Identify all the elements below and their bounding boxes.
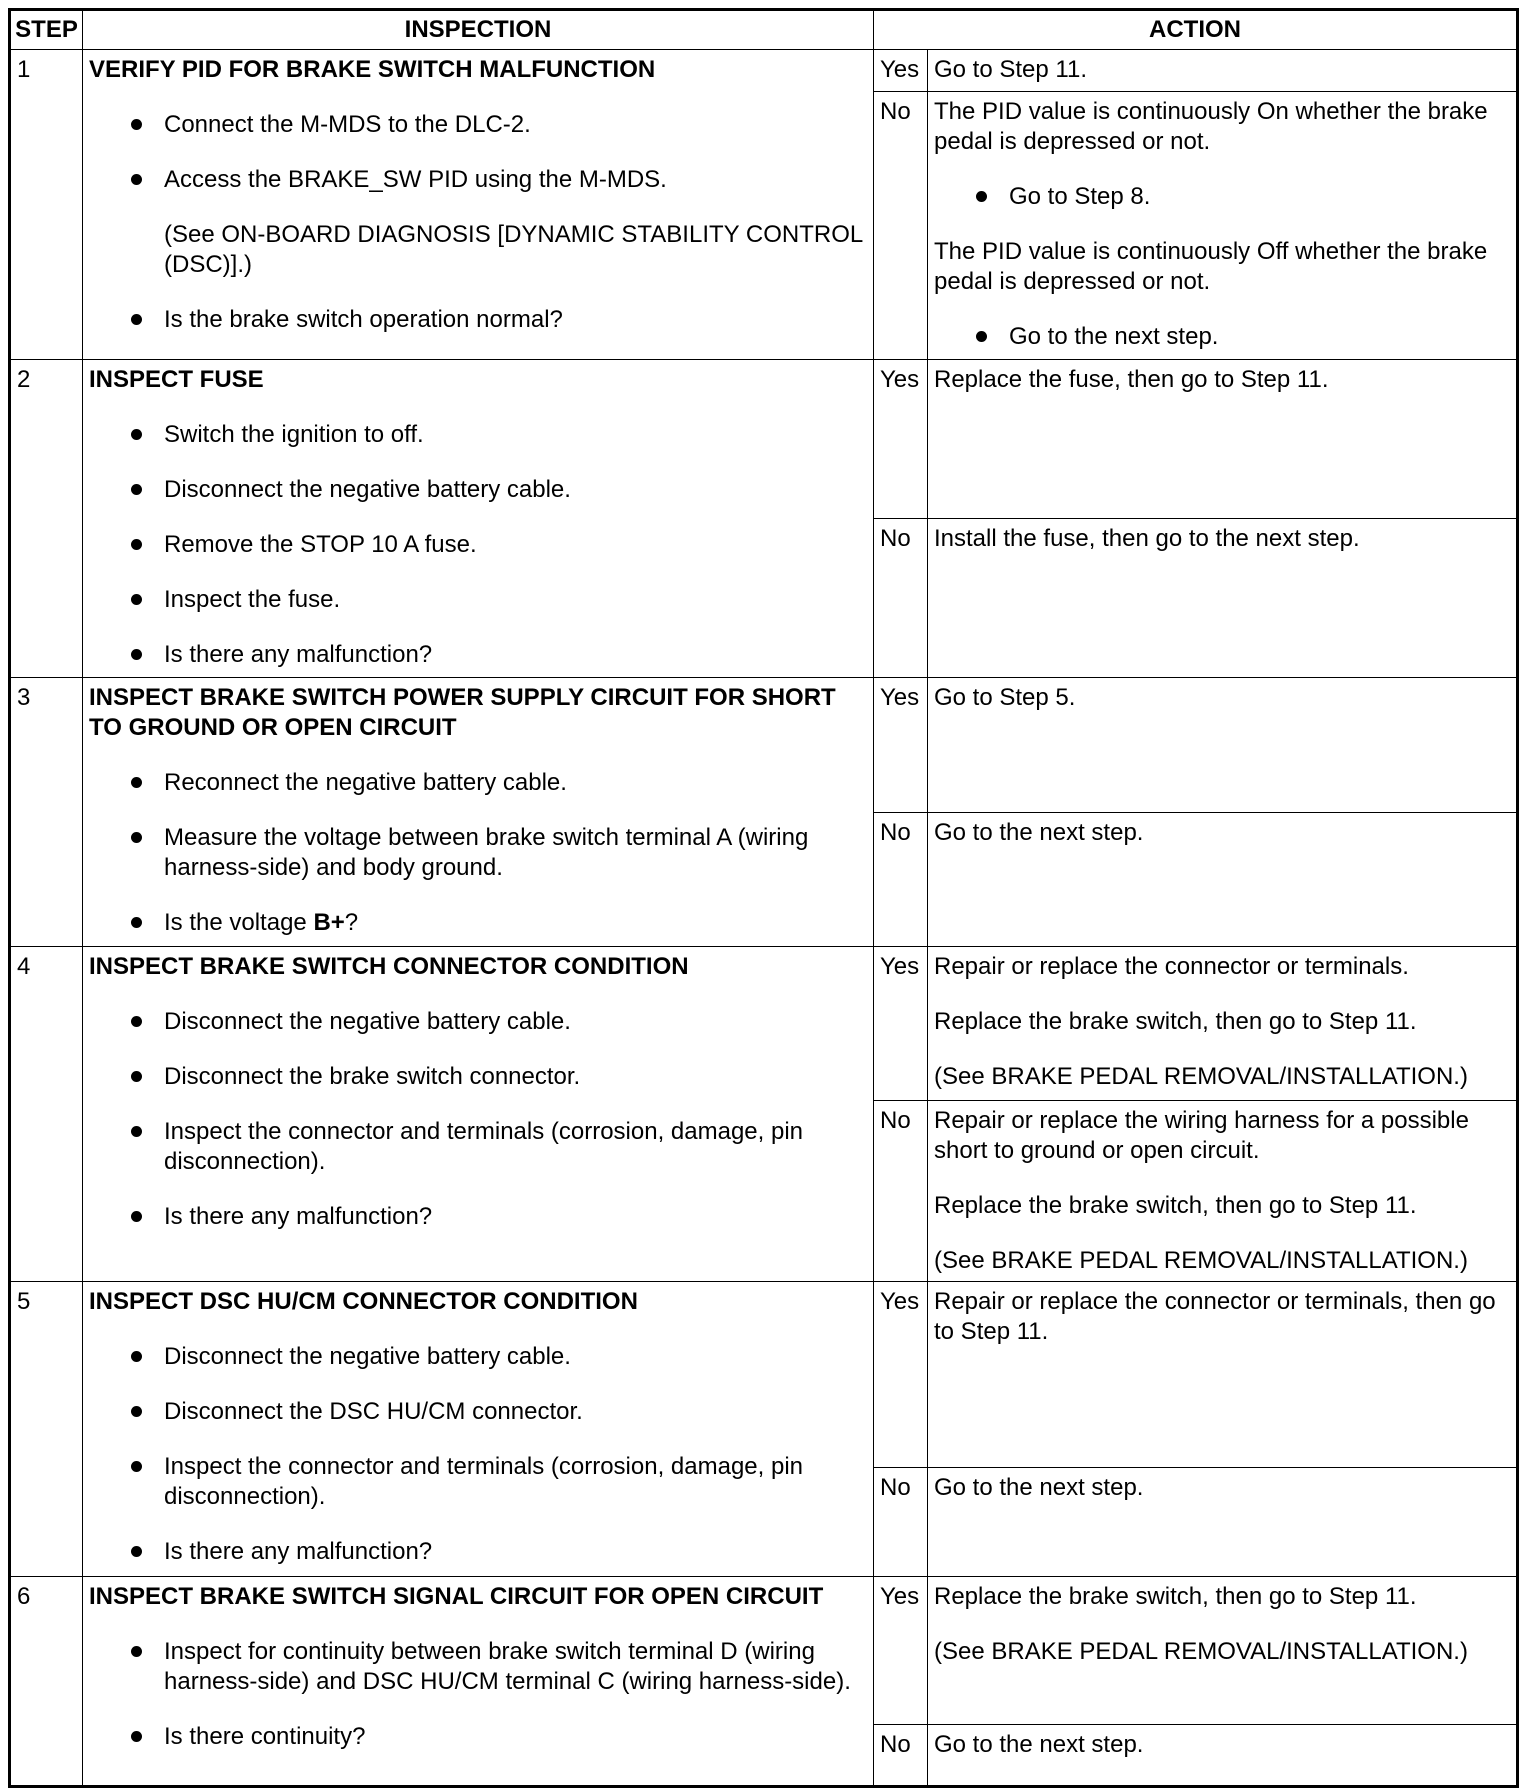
no-label: No — [874, 519, 928, 678]
action-text: Replace the brake switch, then go to Step 11. — [934, 1008, 1417, 1035]
inspection-item: Remove the STOP 10 A fuse. — [131, 530, 867, 560]
inspection-item: Measure the voltage between brake switch terminal A (wiring harness-side) and body ground. — [131, 823, 867, 883]
step-1-yes-row — [10, 50, 1518, 92]
reference-note: (See ON-BOARD DIAGNOSIS [DYNAMIC STABILITY CONTROL (DSC)].) — [164, 221, 863, 278]
step-title: INSPECT BRAKE SWITCH CONNECTOR CONDITION — [89, 953, 689, 980]
no-action — [928, 1101, 1518, 1282]
step-number: 2 — [10, 360, 83, 678]
action-text: Go to the next step. — [934, 1474, 1144, 1501]
no-label: No — [874, 92, 928, 360]
action-text: Repair or replace the connector or terminals, then go to Step 11. — [934, 1288, 1496, 1345]
inspection-question: Is there any malfunction? — [131, 640, 867, 670]
yes-label: Yes — [874, 678, 928, 813]
no-action — [928, 1468, 1518, 1577]
reference-note: (See BRAKE PEDAL REMOVAL/INSTALLATION.) — [934, 1638, 1468, 1665]
inspection-item: Disconnect the DSC HU/CM connector. — [131, 1397, 867, 1427]
diagnostic-table — [8, 8, 1519, 1788]
step-number: 3 — [10, 678, 83, 947]
step-3-yes-row — [10, 678, 1518, 813]
inspection-item: Inspect the connector and terminals (corrosion, damage, pin disconnection). — [131, 1452, 867, 1512]
step-number: 4 — [10, 947, 83, 1282]
reference-note: (See BRAKE PEDAL REMOVAL/INSTALLATION.) — [934, 1247, 1468, 1274]
inspection-question: Is the brake switch operation normal? — [131, 305, 867, 335]
action-text: Replace the brake switch, then go to Step 11. — [934, 1192, 1417, 1219]
step-inspection — [83, 1282, 874, 1577]
yes-label: Yes — [874, 1282, 928, 1468]
step-inspection — [83, 1577, 874, 1787]
header-step: STEP — [10, 10, 83, 50]
inspection-item: Reconnect the negative battery cable. — [131, 768, 867, 798]
action-text: Go to Step 5. — [934, 684, 1076, 711]
step-inspection — [83, 678, 874, 947]
header-action: ACTION — [874, 10, 1518, 50]
step-inspection — [83, 947, 874, 1282]
step-2-yes-row — [10, 360, 1518, 519]
step-number: 1 — [10, 50, 83, 360]
action-bullet: Go to Step 8. — [934, 182, 1510, 212]
action-text: Repair or replace the connector or terminals. — [934, 953, 1409, 980]
action-text: Go to the next step. — [934, 1731, 1144, 1758]
step-number: 6 — [10, 1577, 83, 1787]
reference-note: (See BRAKE PEDAL REMOVAL/INSTALLATION.) — [934, 1063, 1468, 1090]
header-inspection: INSPECTION — [83, 10, 874, 50]
inspection-list — [89, 420, 867, 670]
inspection-question: Is there any malfunction? — [131, 1202, 867, 1232]
yes-action — [928, 1282, 1518, 1468]
inspection-list — [89, 1007, 867, 1232]
step-6-yes-row — [10, 1577, 1518, 1725]
yes-action — [928, 360, 1518, 519]
header-row — [10, 10, 1518, 50]
inspection-list — [89, 1637, 867, 1752]
inspection-item: Access the BRAKE_SW PID using the M-MDS. — [131, 165, 867, 195]
inspection-question: Is there continuity? — [131, 1722, 867, 1752]
action-text: Go to Step 11. — [934, 56, 1087, 83]
action-text: Replace the fuse, then go to Step 11. — [934, 366, 1329, 393]
yes-label: Yes — [874, 1577, 928, 1725]
no-action — [928, 519, 1518, 678]
inspection-item: Inspect the fuse. — [131, 585, 867, 615]
action-text: Repair or replace the wiring harness for a possible short to ground or open circuit. — [934, 1107, 1469, 1164]
inspection-item: Inspect the connector and terminals (corrosion, damage, pin disconnection). — [131, 1117, 867, 1177]
yes-action — [928, 1577, 1518, 1725]
step-number: 5 — [10, 1282, 83, 1577]
step-title: VERIFY PID FOR BRAKE SWITCH MALFUNCTION — [89, 56, 656, 83]
action-text: Install the fuse, then go to the next step. — [934, 525, 1360, 552]
step-5-yes-row — [10, 1282, 1518, 1468]
action-text: The PID value is continuously On whether the brake pedal is depressed or not. — [934, 98, 1488, 155]
no-label: No — [874, 1725, 928, 1787]
step-title: INSPECT FUSE — [89, 366, 264, 393]
inspection-item: Disconnect the negative battery cable. — [131, 475, 867, 505]
inspection-list — [89, 1342, 867, 1567]
inspection-question: Is there any malfunction? — [131, 1537, 867, 1567]
inspection-item: Disconnect the brake switch connector. — [131, 1062, 867, 1092]
yes-action — [928, 678, 1518, 813]
step-inspection — [83, 360, 874, 678]
yes-action — [928, 947, 1518, 1101]
no-label: No — [874, 813, 928, 947]
inspection-item: Switch the ignition to off. — [131, 420, 867, 450]
no-label: No — [874, 1101, 928, 1282]
no-action — [928, 1725, 1518, 1787]
step-title: INSPECT DSC HU/CM CONNECTOR CONDITION — [89, 1288, 638, 1315]
yes-action — [928, 50, 1518, 92]
no-label: No — [874, 1468, 928, 1577]
step-4-yes-row — [10, 947, 1518, 1101]
no-action — [928, 92, 1518, 360]
yes-label: Yes — [874, 360, 928, 519]
inspection-item: Disconnect the negative battery cable. — [131, 1342, 867, 1372]
step-inspection — [83, 50, 874, 360]
inspection-question: Is the voltage B+? — [131, 908, 867, 938]
action-text: Replace the brake switch, then go to Step 11. — [934, 1583, 1417, 1610]
inspection-list — [89, 110, 867, 195]
step-title: INSPECT BRAKE SWITCH SIGNAL CIRCUIT FOR OPEN CIRCUIT — [89, 1583, 824, 1610]
action-bullet: Go to the next step. — [934, 322, 1510, 352]
inspection-item: Inspect for continuity between brake switch terminal D (wiring harness-side) and DSC HU/CM terminal C (wiring harness-side). — [131, 1637, 867, 1697]
step-title: INSPECT BRAKE SWITCH POWER SUPPLY CIRCUIT FOR SHORT TO GROUND OR OPEN CIRCUIT — [89, 684, 836, 741]
inspection-item: Connect the M-MDS to the DLC-2. — [131, 110, 867, 140]
inspection-list — [89, 768, 867, 938]
inspection-list — [89, 305, 867, 335]
no-action — [928, 813, 1518, 947]
yes-label: Yes — [874, 50, 928, 92]
action-text: The PID value is continuously Off whether the brake pedal is depressed or not. — [934, 238, 1488, 295]
action-text: Go to the next step. — [934, 819, 1144, 846]
yes-label: Yes — [874, 947, 928, 1101]
inspection-item: Disconnect the negative battery cable. — [131, 1007, 867, 1037]
